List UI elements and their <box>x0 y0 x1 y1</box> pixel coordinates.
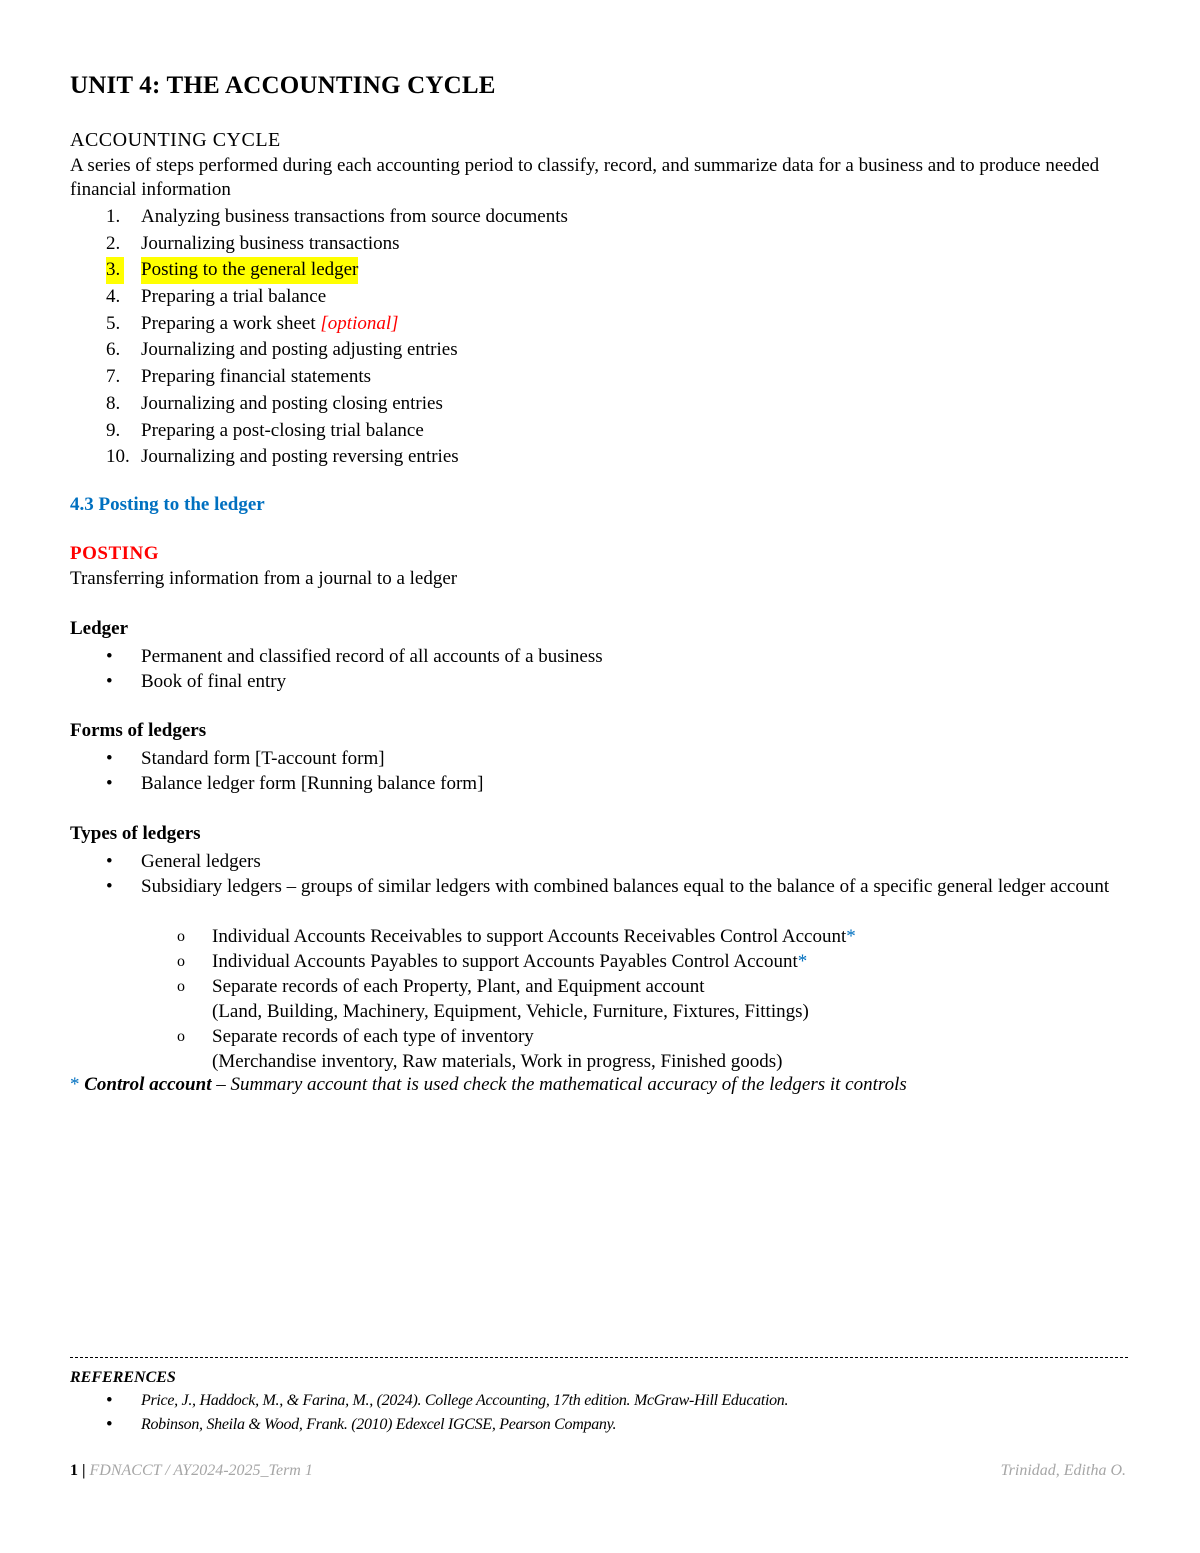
reference-item <box>70 1389 788 1413</box>
types-list <box>70 849 1130 899</box>
step-text: Posting to the general ledger <box>141 257 358 284</box>
step-number: 9. <box>106 419 121 441</box>
list-item-text: Standard form [T-account form] <box>141 748 385 769</box>
sub-item-line: Separate records of each type of inventory <box>212 1026 534 1047</box>
references-divider <box>70 1357 1128 1358</box>
reference-text: Robinson, Sheila & Wood, Frank. (2010) Edexcel IGCSE, Pearson Company. <box>141 1416 617 1433</box>
reference-item <box>70 1413 788 1437</box>
sub-item-line: Individual Accounts Payables to support Accounts Payables Control Account <box>212 951 798 972</box>
circle-bullet-icon: o <box>177 928 185 945</box>
sub-item-line: (Land, Building, Machinery, Equipment, Vehicle, Furniture, Fixtures, Fittings) <box>212 1001 809 1022</box>
sub-list-item <box>70 1024 1130 1074</box>
accounting-cycle-definition: A series of steps performed during each accounting period to classify, record, and summarize data for a business and to produce needed financial information <box>70 155 1100 200</box>
sub-item-text <box>212 1024 1130 1074</box>
posting-heading: POSTING <box>70 543 160 564</box>
forms-list <box>70 746 1130 796</box>
circle-bullet-icon: o <box>177 1028 185 1045</box>
step-number: 6. <box>106 339 121 361</box>
step-number: 1. <box>106 206 121 227</box>
step-text: Preparing a work sheet <box>141 312 316 334</box>
asterisk-marker: * <box>70 1074 80 1095</box>
subsection-heading: 4.3 Posting to the ledger <box>70 494 265 515</box>
sub-item-text <box>212 949 1130 974</box>
sub-item-line: Separate records of each Property, Plant, and Equipment account <box>212 976 705 997</box>
step-text: Preparing a trial balance <box>141 286 327 308</box>
accounting-cycle-heading: ACCOUNTING CYCLE <box>70 129 281 151</box>
note-term: Control account <box>84 1074 212 1095</box>
list-item-text: General ledgers <box>141 851 261 872</box>
step-text: Journalizing business transactions <box>141 232 400 254</box>
list-item <box>70 849 1130 874</box>
types-heading: Types of ledgers <box>70 823 201 844</box>
reference-text: Price, J., Haddock, M., & Farina, M., (2024). College Accounting, 17th edition. McGraw-Hill Education. <box>141 1392 789 1409</box>
step-number: 3. <box>106 257 124 284</box>
step-text: Preparing a post-closing trial balance <box>141 419 424 441</box>
optional-note: [optional] <box>320 312 399 334</box>
sub-item-line: Individual Accounts Receivables to support Accounts Receivables Control Account <box>212 926 847 947</box>
bullet-icon: • <box>106 646 113 667</box>
sub-list-item <box>70 924 1130 949</box>
references-list <box>70 1389 788 1437</box>
step-text: Journalizing and posting reversing entries <box>141 446 459 468</box>
page-footer <box>70 1462 1126 1480</box>
list-item <box>70 644 1130 669</box>
bullet-icon: • <box>106 851 113 872</box>
step-text: Journalizing and posting adjusting entries <box>141 339 458 361</box>
forms-heading: Forms of ledgers <box>70 720 207 741</box>
references-heading: REFERENCES <box>70 1369 176 1386</box>
list-item-text: Permanent and classified record of all accounts of a business <box>141 646 603 667</box>
sub-item-text <box>212 974 1130 1024</box>
control-account-note <box>70 1074 907 1096</box>
sub-item-text <box>212 924 1130 949</box>
subsidiary-ledgers-list <box>70 924 1130 1074</box>
note-text: – Summary account that is used check the mathematical accuracy of the ledgers it controls <box>211 1074 907 1095</box>
step-text: Analyzing business transactions from source documents <box>141 206 568 227</box>
sub-item-line: (Merchandise inventory, Raw materials, Work in progress, Finished goods) <box>212 1051 783 1072</box>
circle-bullet-icon: o <box>177 978 185 995</box>
step-number: 10. <box>106 446 130 468</box>
list-item <box>70 746 1130 771</box>
bullet-icon: • <box>106 671 113 692</box>
author-name: Trinidad, Editha O. <box>1000 1462 1126 1479</box>
step-number: 5. <box>106 312 121 334</box>
step-number: 4. <box>106 286 121 308</box>
bullet-icon: • <box>106 1414 113 1435</box>
step-text: Preparing financial statements <box>141 366 372 388</box>
step-text: Journalizing and posting closing entries <box>141 392 443 414</box>
ledger-heading: Ledger <box>70 618 129 639</box>
step-text-wrapper <box>141 311 399 338</box>
step-number: 8. <box>106 392 121 414</box>
list-item-text: Subsidiary ledgers – groups of similar ledgers with combined balances equal to the balance of a specific general ledger account <box>141 876 1110 897</box>
course-code: FDNACCT / AY2024-2025_Term 1 <box>89 1462 313 1479</box>
bullet-icon: • <box>106 876 113 897</box>
page-number: 1 | <box>70 1462 86 1479</box>
posting-definition: Transferring information from a journal to a ledger <box>70 568 458 589</box>
list-item-text: Balance ledger form [Running balance form] <box>141 773 484 794</box>
list-item <box>70 669 1130 694</box>
sub-list-item <box>70 974 1130 1024</box>
list-item <box>70 874 1130 899</box>
list-item <box>70 771 1130 796</box>
page-title: UNIT 4: THE ACCOUNTING CYCLE <box>70 72 496 99</box>
bullet-icon: • <box>106 748 113 769</box>
asterisk-marker: * <box>797 951 808 972</box>
step-number: 2. <box>106 232 121 254</box>
bullet-icon: • <box>106 773 113 794</box>
bullet-icon: • <box>106 1390 113 1411</box>
ledger-list <box>70 644 1130 694</box>
step-number: 7. <box>106 366 121 388</box>
asterisk-marker: * <box>846 926 856 947</box>
circle-bullet-icon: o <box>177 953 185 970</box>
sub-list-item <box>70 949 1130 974</box>
list-item-text: Book of final entry <box>141 671 287 692</box>
